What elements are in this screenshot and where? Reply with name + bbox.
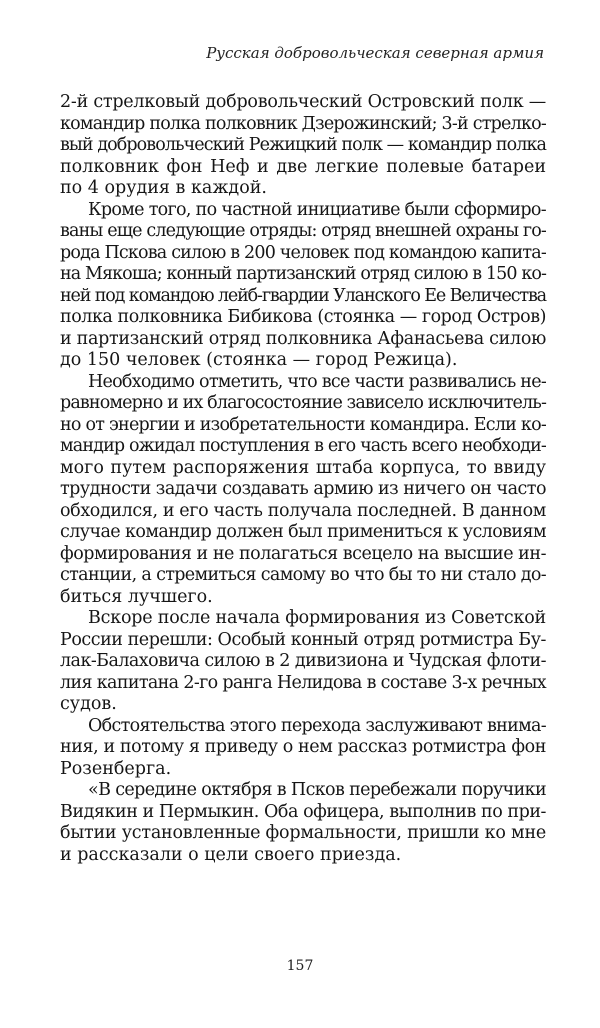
paragraph bbox=[60, 92, 546, 200]
text-line: полка полковника Бибикова (стоянка — город Остров) bbox=[60, 307, 546, 327]
paragraph bbox=[60, 780, 546, 866]
text-line: «В середине октября в Псков перебежали поручики bbox=[88, 780, 546, 800]
running-header: Русская добровольческая северная армия bbox=[206, 44, 544, 62]
text-line: мандир ожидал поступления в его часть всего необходи- bbox=[60, 436, 546, 456]
text-line: по 4 орудия в каждой. bbox=[60, 178, 267, 198]
text-line: ваны еще следующие отряды: отряд внешней охраны го- bbox=[60, 221, 546, 241]
text-line: лак-Балаховича силою в 2 дивизиона и Чудская флоти- bbox=[60, 651, 547, 671]
paragraph bbox=[60, 372, 546, 609]
text-line: равномерно и их благосостояние зависело исключитель- bbox=[60, 393, 547, 413]
text-line: Вскоре после начала формирования из Советской bbox=[88, 608, 546, 628]
text-line: и партизанский отряд полковника Афанасьева силою bbox=[60, 328, 547, 349]
text-line: станции, а стремиться самому во что бы то ни стало до- bbox=[60, 565, 546, 585]
text-line: на Мякоша; конный партизанский отряд силою в 150 ко- bbox=[60, 264, 547, 284]
body-text bbox=[60, 92, 546, 866]
paragraph bbox=[60, 200, 546, 372]
text-line: но от энергии и изобретательности командира. Если ко- bbox=[60, 414, 547, 435]
text-line: судов. bbox=[60, 694, 117, 714]
paragraph bbox=[60, 608, 546, 716]
text-line: Обстоятельства этого перехода заслуживают внима- bbox=[88, 715, 546, 736]
text-line: командир полка полковник Дзерожинский; 3-й стрелко- bbox=[60, 113, 547, 134]
text-line: мого путем распоряжения штаба корпуса, то ввиду bbox=[60, 457, 546, 478]
text-line: биться лучшего. bbox=[60, 586, 213, 607]
text-line: лия капитана 2-го ранга Нелидова в составе 3-х речных bbox=[60, 672, 546, 693]
text-line: Розенберга. bbox=[60, 758, 172, 779]
text-line: рода Пскова силою в 200 человек под командою капита- bbox=[60, 242, 546, 263]
text-line: ния, и потому я приведу о нем рассказ ротмистра фон bbox=[60, 737, 547, 757]
text-line: до 150 человек (стоянка — город Режица). bbox=[60, 350, 458, 370]
text-line: Видякин и Пермыкин. Оба офицера, выполнив по при- bbox=[60, 801, 546, 822]
page-number: 157 bbox=[286, 958, 314, 974]
text-line: трудности задачи создавать армию из ничего он часто bbox=[60, 479, 546, 499]
text-line: 2-й стрелковый добровольческий Островский полк — bbox=[60, 92, 546, 112]
text-line: России перешли: Особый конный отряд ротмистра Бу- bbox=[60, 629, 546, 650]
text-line: Кроме того, по частной инициативе были сформиро- bbox=[88, 199, 546, 220]
text-line: ней под командою лейб-гвардии Уланского Ее Величества bbox=[60, 285, 546, 306]
text-line: бытии установленные формальности, пришли ко мне bbox=[60, 823, 547, 843]
text-line: Необходимо отметить, что все части развивались не- bbox=[88, 371, 546, 392]
text-line: вый добровольческий Режицкий полк — командир полка bbox=[60, 135, 547, 155]
text-line: полковник фон Неф и две легкие полевые батареи bbox=[60, 156, 546, 177]
paragraph bbox=[60, 716, 546, 781]
text-line: и рассказали о цели своего приезда. bbox=[60, 844, 402, 865]
text-line: формирования и не полагаться всецело на высшие ин- bbox=[60, 543, 547, 564]
text-line: обходился, и его часть получала последней. В данном bbox=[60, 500, 546, 521]
text-line: случае командир должен был примениться к условиям bbox=[60, 522, 546, 542]
